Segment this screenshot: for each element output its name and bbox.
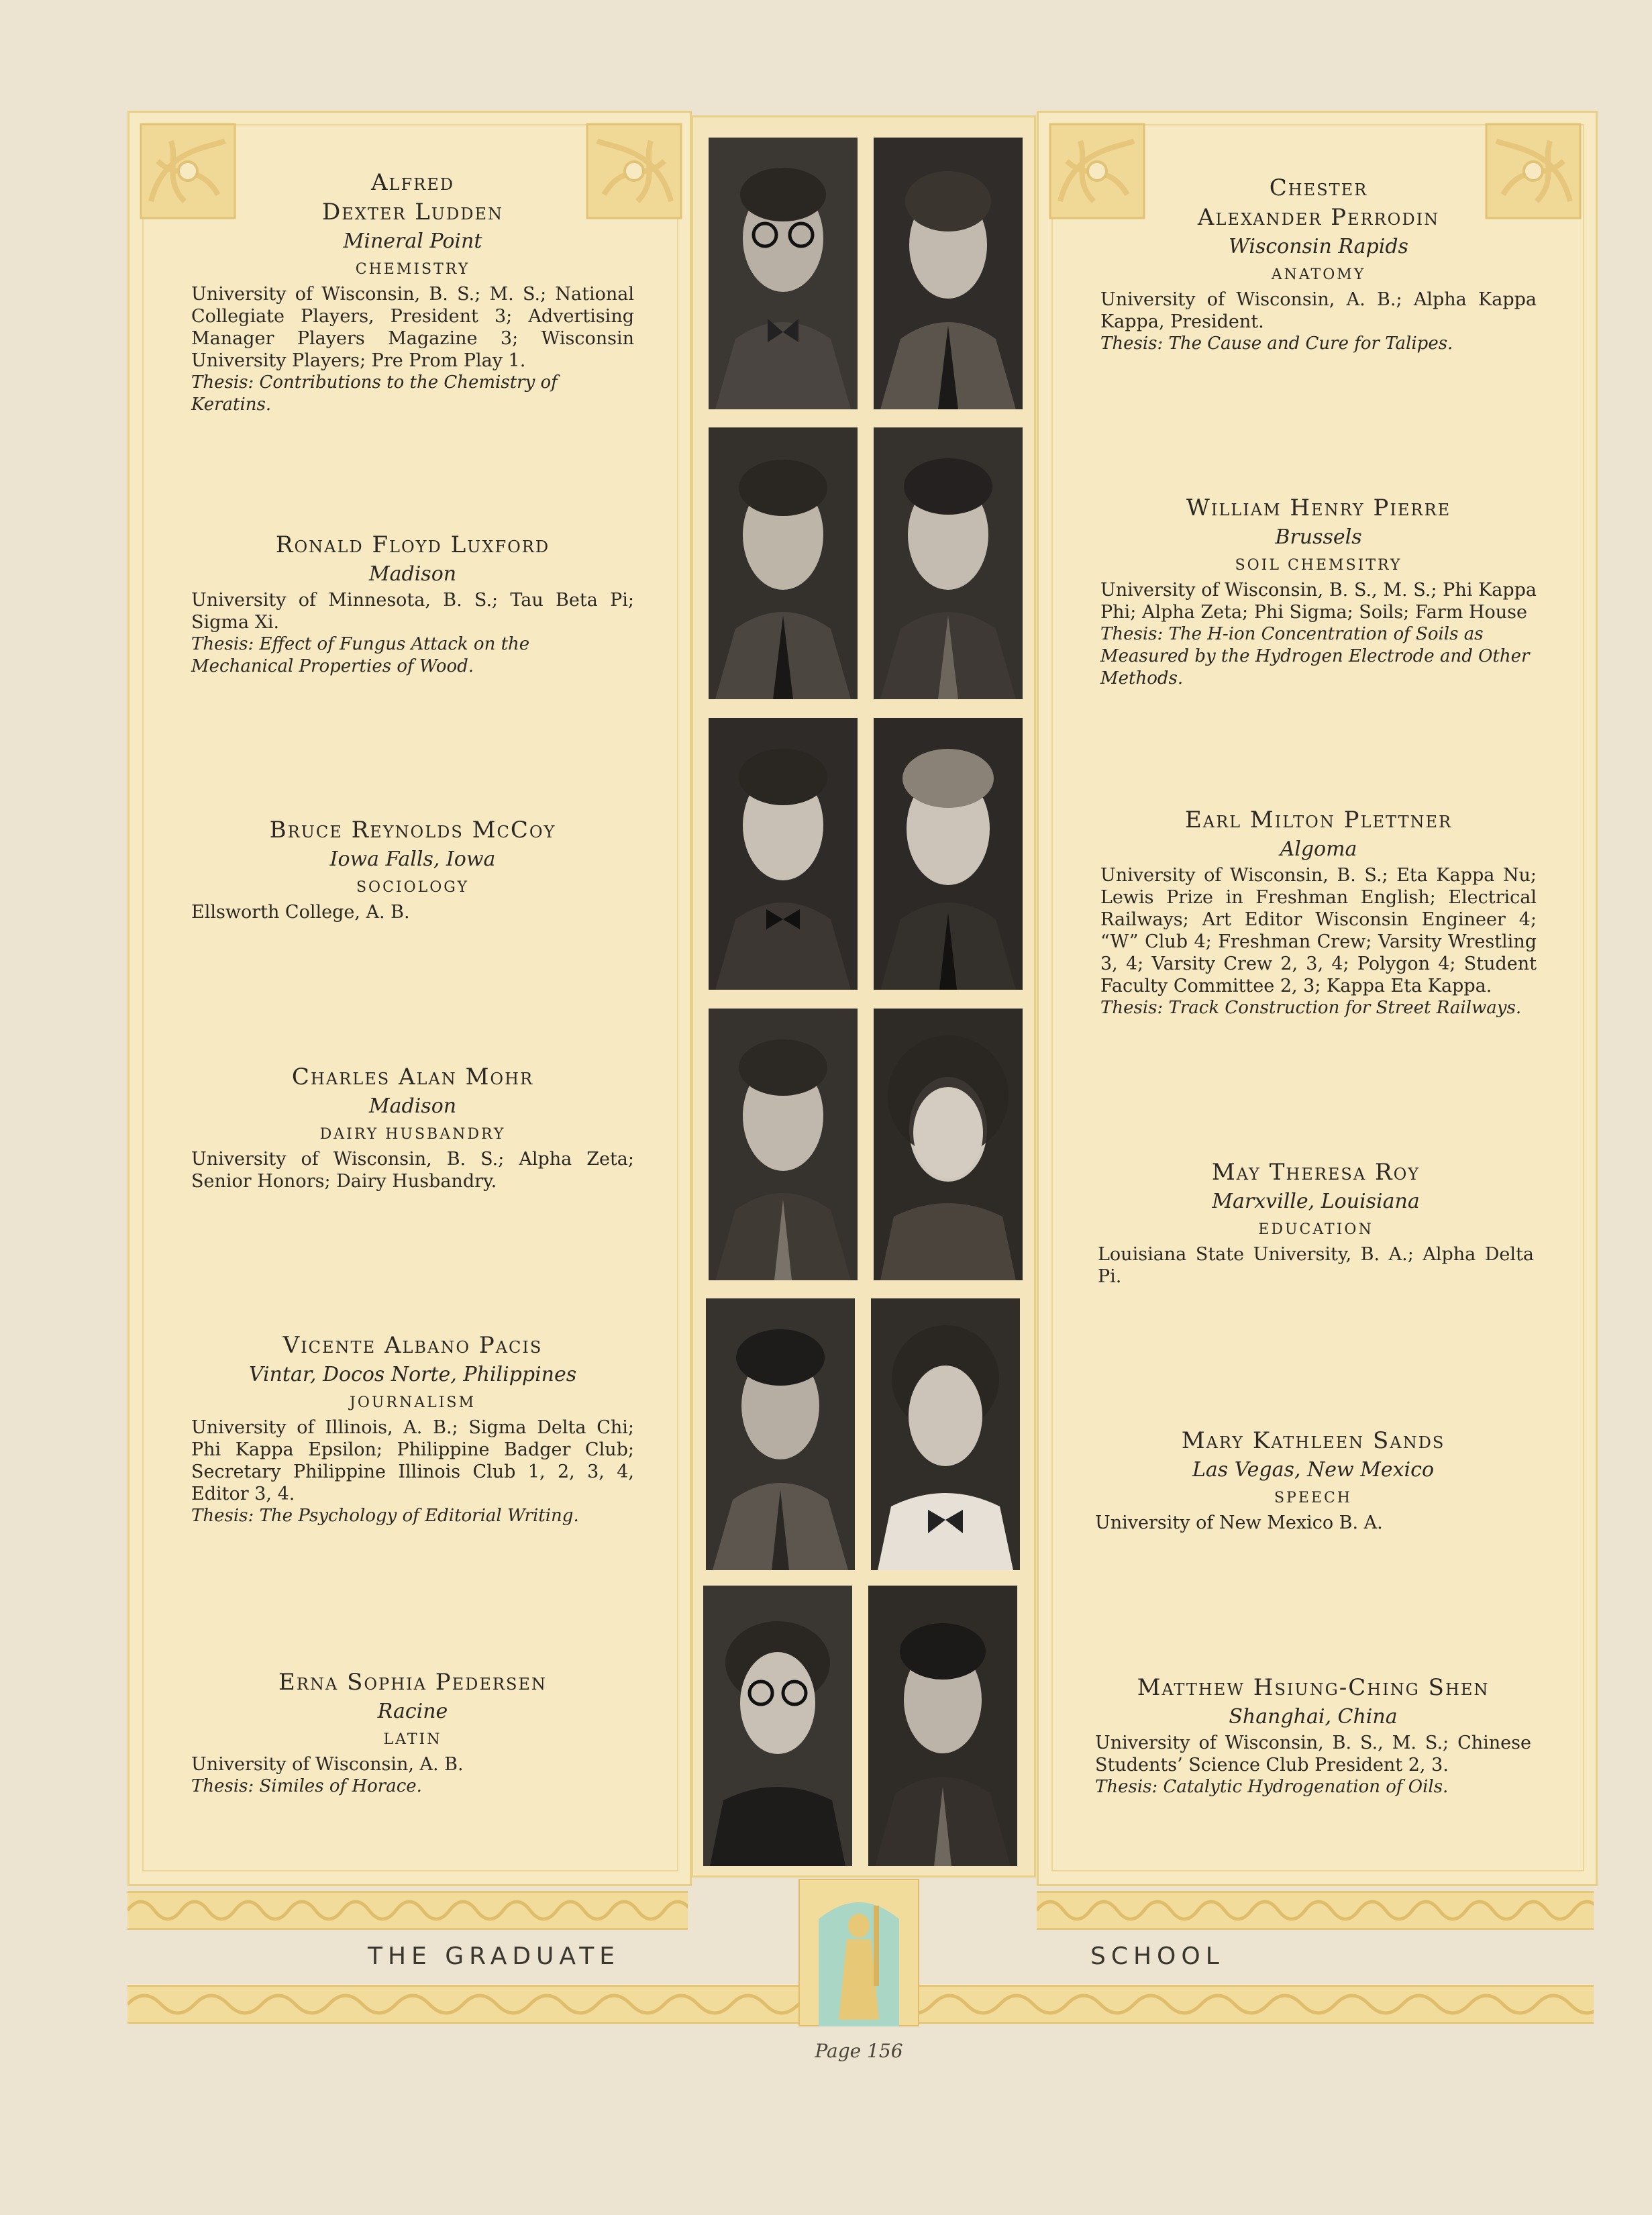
ornament-band-upper-left	[127, 1891, 688, 1930]
entry-town: Mineral Point	[343, 229, 482, 253]
entry-thesis: Thesis: Similes of Horace.	[191, 1776, 422, 1796]
entry-dept: SPEECH	[1274, 1490, 1352, 1506]
entry-mohr	[191, 1062, 634, 1192]
page-number: Page 156	[815, 2040, 903, 2062]
entry-name: Erna Sophia Pedersen	[278, 1669, 547, 1696]
entry-town: Algoma	[1280, 837, 1357, 861]
entry-name: Mary Kathleen Sands	[1181, 1427, 1445, 1454]
footer-left-title: THE GRADUATE	[368, 1943, 620, 1970]
portrait-perrodin	[874, 138, 1023, 409]
entry-town: Brussels	[1275, 525, 1362, 549]
entry-name-line2: Alexander Perrodin	[1197, 204, 1440, 231]
portrait-pedersen	[703, 1586, 852, 1866]
entry-desc: University of Wisconsin, B. S., M. S.; Chinese Students’ Science Club President 2, 3.	[1095, 1733, 1531, 1775]
entry-name: May Theresa Roy	[1211, 1159, 1421, 1186]
entry-name: Chester	[1269, 174, 1368, 201]
portrait-luxford	[709, 427, 858, 699]
entry-desc: University of Wisconsin, B. S., M. S.; Phi Kappa Phi; Alpha Zeta; Phi Sigma; Soils; Farm House	[1100, 580, 1537, 623]
entry-name: Earl Milton Plettner	[1184, 807, 1453, 833]
entry-pedersen	[191, 1667, 634, 1798]
entry-name: Charles Alan Mohr	[291, 1064, 534, 1090]
entry-desc: University of Wisconsin, A. B.; Alpha Kappa Kappa, President.	[1100, 289, 1537, 332]
entry-name: Alfred	[371, 169, 454, 196]
entry-thesis: Thesis: Effect of Fungus Attack on the Mechanical Properties of Wood.	[191, 634, 530, 676]
emblem-figure	[798, 1879, 919, 2026]
entry-thesis: Thesis: The H-ion Concentration of Soils as Measured by the Hydrogen Electrode and Other Methods.	[1100, 624, 1530, 688]
entry-mccoy	[191, 815, 634, 923]
entry-roy	[1098, 1157, 1534, 1288]
footer-right-title: SCHOOL	[1090, 1943, 1225, 1970]
entry-thesis: Thesis: Contributions to the Chemistry of Keratins.	[191, 372, 558, 415]
entry-name: Bruce Reynolds McCoy	[269, 817, 556, 843]
portrait-ludden	[709, 138, 858, 409]
entry-thesis: Thesis: The Cause and Cure for Talipes.	[1100, 333, 1453, 354]
entry-thesis: Thesis: The Psychology of Editorial Writing.	[191, 1506, 579, 1526]
entry-dept: SOCIOLOGY	[356, 879, 470, 896]
portrait-mohr	[709, 1009, 858, 1280]
entry-desc: University of Wisconsin, B. S.; M. S.; National Collegiate Players, President 3; Advertising Manager Players Magazine 3; Wisconsin University Players; Pre Prom Play 1.	[191, 284, 634, 371]
entry-pierre	[1100, 493, 1537, 690]
entry-thesis: Thesis: Catalytic Hydrogenation of Oils.	[1095, 1777, 1449, 1797]
entry-ludden	[191, 168, 634, 416]
portrait-pierre	[874, 427, 1023, 699]
entry-dept: LATIN	[383, 1731, 442, 1748]
portrait-sands	[871, 1298, 1020, 1570]
entry-town: Vintar, Docos Norte, Philippines	[248, 1363, 577, 1386]
entry-town: Madison	[368, 1094, 457, 1118]
entry-dept: CHEMISTRY	[355, 261, 470, 278]
entry-name: Ronald Floyd Luxford	[275, 531, 550, 558]
entry-dept: JOURNALISM	[350, 1394, 476, 1411]
entry-town: Madison	[368, 562, 457, 586]
entry-pacis	[191, 1331, 634, 1527]
entry-perrodin	[1100, 173, 1537, 355]
entry-town: Wisconsin Rapids	[1229, 235, 1408, 258]
entry-dept: EDUCATION	[1258, 1221, 1374, 1238]
entry-town: Marxville, Louisiana	[1212, 1190, 1420, 1213]
entry-shen	[1095, 1673, 1531, 1798]
entry-desc: University of Wisconsin, B. S.; Eta Kappa Nu; Lewis Prize in Freshman English; Electrical Railways; Art Editor Wisconsin Engineer 4; “W” Club 4; Freshman Crew; Varsity Wrestling 3, 4; Varsity Crew 2, 3, 4; Polygon 4; Student Faculty Committee 2, 3; Kappa Eta Kappa.	[1100, 865, 1537, 996]
entry-sands	[1095, 1426, 1531, 1534]
entry-town: Shanghai, China	[1229, 1705, 1398, 1729]
entry-dept: ANATOMY	[1271, 266, 1366, 283]
entry-dept: SOIL CHEMSITRY	[1235, 557, 1402, 574]
entry-name: William Henry Pierre	[1186, 495, 1451, 521]
entry-dept: DAIRY HUSBANDRY	[319, 1126, 506, 1143]
ornament-band-upper-right	[1037, 1891, 1594, 1930]
entry-luxford	[191, 530, 634, 678]
portrait-pacis	[706, 1298, 855, 1570]
entry-desc: University of Wisconsin, B. S.; Alpha Zeta; Senior Honors; Dairy Husbandry.	[191, 1149, 634, 1192]
entry-thesis: Thesis: Track Construction for Street Railways.	[1100, 998, 1522, 1018]
portrait-plettner	[874, 718, 1023, 990]
entry-desc: University of New Mexico B. A.	[1095, 1512, 1383, 1533]
entry-desc: University of Minnesota, B. S.; Tau Beta Pi; Sigma Xi.	[191, 590, 634, 633]
portrait-roy	[874, 1009, 1023, 1280]
portrait-shen	[868, 1586, 1017, 1866]
entry-desc: Louisiana State University, B. A.; Alpha Delta Pi.	[1098, 1244, 1534, 1287]
entry-town: Iowa Falls, Iowa	[329, 847, 496, 871]
entry-desc: Ellsworth College, A. B.	[191, 902, 410, 923]
entry-desc: University of Wisconsin, A. B.	[191, 1754, 464, 1775]
entry-town: Las Vegas, New Mexico	[1192, 1458, 1435, 1482]
entry-desc: University of Illinois, A. B.; Sigma Delta Chi; Phi Kappa Epsilon; Philippine Badger Club; Secretary Philippine Illinois Club 1, 2, 3, 4, Editor 3, 4.	[191, 1417, 634, 1504]
entry-name: Vicente Albano Pacis	[282, 1332, 543, 1359]
entry-plettner	[1100, 805, 1537, 1019]
entry-name: Matthew Hsiung-Ching Shen	[1137, 1674, 1490, 1701]
entry-town: Racine	[377, 1700, 448, 1723]
portrait-mccoy	[709, 718, 858, 990]
entry-name-line2: Dexter Ludden	[321, 199, 504, 225]
